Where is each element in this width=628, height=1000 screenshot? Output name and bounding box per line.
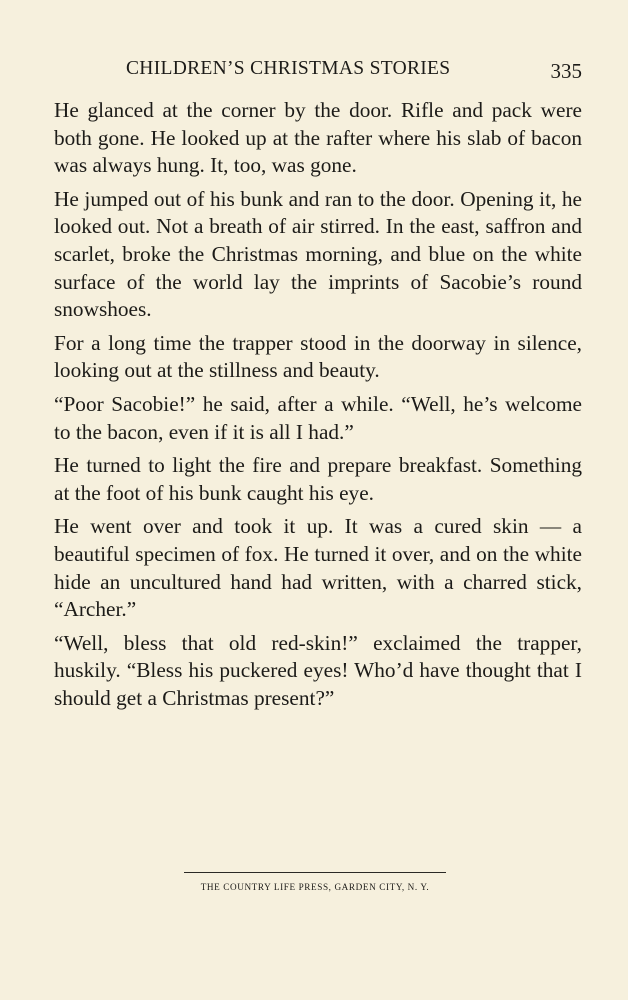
imprint-text: THE COUNTRY LIFE PRESS, GARDEN CITY, N. Y. (200, 882, 430, 892)
running-title: CHILDREN’S CHRISTMAS STORIES (126, 58, 451, 79)
paragraph-4: “Poor Sacobie!” he said, after a while. “Well, he’s welcome to the bacon, even if it is all I had.” (54, 391, 582, 444)
paragraph-5: He turned to light the fire and prepare breakfast. Something at the foot of his bunk caught his eye. (54, 453, 582, 505)
page-number: 335 (550, 59, 582, 83)
paragraph-2: He jumped out of his bunk and ran to the door. Opening it, he looked out. Not a breath of air stirred. In the east, saffron and scarlet, broke the Christmas morning, and blue on the white surface of the world lay the imprints of Sacobie’s round snowshoes. (54, 186, 582, 322)
paragraph-1: He glanced at the corner by the door. Rifle and pack were both gone. He looked up at the rafter where his slab of bacon was always hung. It, too, was gone. (54, 98, 582, 178)
paragraph-7: “Well, bless that old red-skin!” exclaimed the trapper, huskily. “Bless his puckered eyes! Who’d have thought that I should get a Christmas present?” (54, 630, 582, 710)
paragraph-3: For a long time the trapper stood in the doorway in silence, looking out at the stillness and beauty. (54, 330, 582, 383)
printer-imprint (184, 872, 446, 895)
body-text (54, 97, 582, 712)
paragraph-6: He went over and took it up. It was a cured skin — a beautiful specimen of fox. He turned it over, and on the white hide an uncultured hand had written, with a charred stick, “Archer.” (54, 514, 582, 622)
running-head (54, 58, 584, 88)
